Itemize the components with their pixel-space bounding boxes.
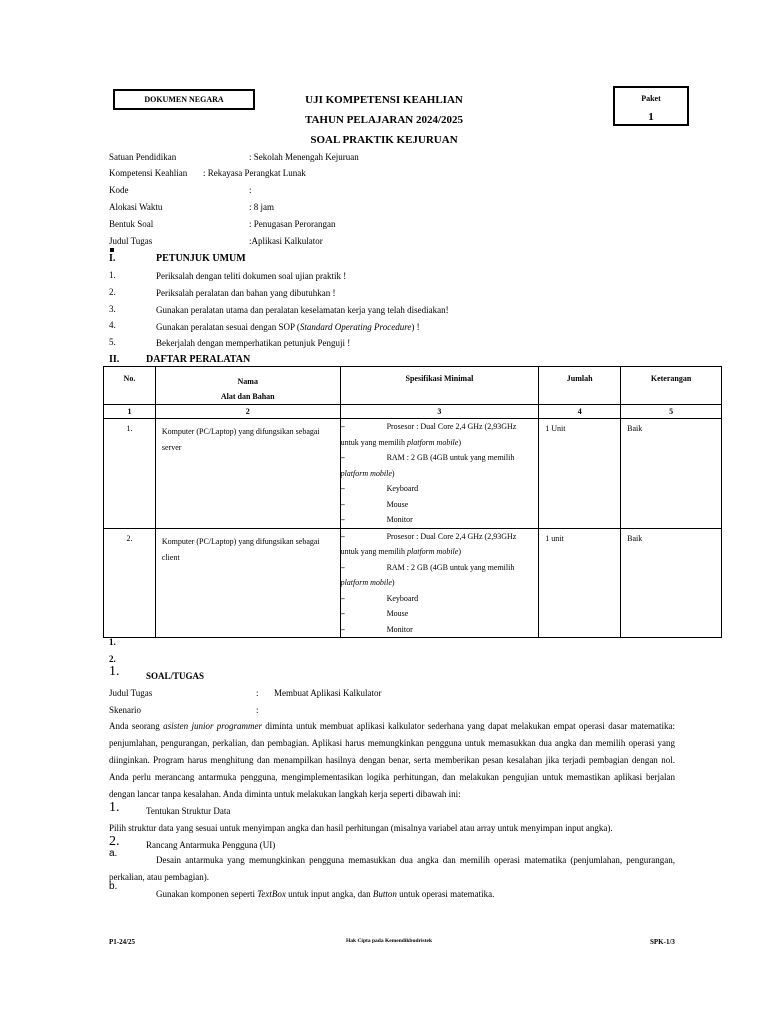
row-1-spec-prosesor-italic: platform mobile xyxy=(407,437,459,447)
footer-right: SPK-1/3 xyxy=(650,938,675,946)
title-soal-praktik: SOAL PRAKTIK KEJURUAN xyxy=(310,134,458,146)
row-1-spec-prosesor-end: ) xyxy=(458,437,462,447)
petunjuk-num-2: 2. xyxy=(109,287,116,297)
sub-a-letter: a. xyxy=(109,848,118,859)
row-2-spec-ram-italic: platform mobile xyxy=(340,578,392,587)
table-row xyxy=(104,419,722,529)
row-1-keterangan: Baik xyxy=(621,419,722,529)
paket-box xyxy=(613,86,689,126)
colnum-1: 1 xyxy=(104,405,156,419)
sub-a-text: Desain antarmuka yang memungkinkan pengguna memasukkan dua angka dan memilih operasi matematika (penjumlahan, pengurangan, perkalian, atau pembagian). xyxy=(109,855,675,882)
sub-b-text-c: untuk operasi matematika. xyxy=(396,889,495,899)
row-1-nama xyxy=(155,419,340,529)
petunjuk-text-3: Gunakan peralatan utama dan peralatan keselamatan kerja yang telah disediakan! xyxy=(156,305,449,315)
sub-b-text-italic-2: Button xyxy=(372,889,397,899)
dash-icon: – xyxy=(340,484,345,493)
sub-b-text-b: untuk input angka, dan xyxy=(285,889,373,899)
section-ii-heading: DAFTAR PERALATAN xyxy=(146,354,251,365)
dash-icon: – xyxy=(340,499,345,509)
skenario-colon: : xyxy=(256,705,259,715)
section-i-number: I. xyxy=(109,253,116,264)
colnum-4: 4 xyxy=(539,405,621,419)
col-header-keterangan: Keterangan xyxy=(621,367,722,405)
skenario-text-italic: asisten junior programmer xyxy=(163,721,262,731)
row-2-spesifikasi xyxy=(340,528,539,638)
row-2-spec-ram: RAM : 2 GB (4GB untuk yang memilih xyxy=(386,562,515,572)
footer-left: P1-24/25 xyxy=(109,938,136,946)
after-table-num-1: 1. xyxy=(109,637,116,647)
section-i-heading: PETUNJUK UMUM xyxy=(156,253,246,264)
row-1-no: 1. xyxy=(104,419,156,529)
info-value-bentuk: : Penugasan Perorangan xyxy=(249,219,336,229)
row-2-spec-prosesor-end: ) xyxy=(458,547,462,556)
row-2-keterangan: Baik xyxy=(621,528,722,638)
dokumen-negara-label: DOKUMEN NEGARA xyxy=(144,95,224,104)
petunjuk-text-4-b: ) ! xyxy=(411,322,420,332)
skenario-label: Skenario xyxy=(109,705,141,715)
row-2-no: 2. xyxy=(104,528,156,638)
dash-icon: – xyxy=(340,422,345,431)
petunjuk-text-5: Bekerjalah dengan memperhatikan petunjuk Penguji ! xyxy=(156,338,351,348)
row-1-spec-ram-end: ) xyxy=(391,468,395,478)
sub-b-text-italic-1: TextBox xyxy=(257,889,286,899)
judul-tugas-label: Judul Tugas xyxy=(109,688,153,698)
row-2-jumlah: 1 unit xyxy=(539,528,621,638)
row-1-spec-ram-italic: platform mobile xyxy=(340,468,392,478)
step-2-title: Rancang Antarmuka Pengguna (UI) xyxy=(146,840,276,850)
info-label-kode: Kode xyxy=(109,185,129,195)
judul-tugas-value: Membuat Aplikasi Kalkulator xyxy=(274,688,382,698)
section-ii-number: II. xyxy=(109,354,120,365)
petunjuk-num-1: 1. xyxy=(109,270,116,280)
row-2-spec-monitor: Monitor xyxy=(386,624,413,634)
row-1-spesifikasi xyxy=(340,419,539,529)
step-1-text: Pilih struktur data yang sesuai untuk menyimpan angka dan hasil perhitungan (misalnya variabel atau array untuk menyimpan input angka). xyxy=(109,823,613,833)
row-2-spec-mouse: Mouse xyxy=(386,609,409,618)
petunjuk-text-4 xyxy=(156,322,420,332)
col-header-nama-line2: Alat dan Bahan xyxy=(220,392,275,401)
paket-label: Paket xyxy=(641,94,661,103)
step-2-number: 2. xyxy=(109,834,120,849)
row-1-nama-line2: server xyxy=(161,443,182,452)
info-label-alokasi: Alokasi Waktu xyxy=(109,202,163,212)
row-2-spec-ram-end: ) xyxy=(391,578,395,587)
col-header-nama-line1: Nama xyxy=(237,377,258,386)
sub-b-letter: b. xyxy=(109,881,118,892)
info-value-kompetensi: : Rekayasa Perangkat Lunak xyxy=(203,168,306,178)
skenario-text-a: Anda seorang xyxy=(109,721,164,731)
colnum-3: 3 xyxy=(340,405,539,419)
petunjuk-num-3: 3. xyxy=(109,304,116,314)
row-1-nama-line1: Komputer (PC/Laptop) yang difungsikan sebagai xyxy=(161,427,320,436)
petunjuk-text-1: Periksalah dengan teliti dokumen soal ujian praktik ! xyxy=(156,271,347,281)
row-2-spec-keyboard: Keyboard xyxy=(386,593,419,603)
colnum-5: 5 xyxy=(621,405,722,419)
title-tahun-pelajaran: TAHUN PELAJARAN 2024/2025 xyxy=(304,114,464,126)
row-1-spec-keyboard: Keyboard xyxy=(386,484,419,493)
petunjuk-text-4-italic: Standard Operating Procedure xyxy=(299,322,412,332)
soal-number: 1. xyxy=(109,664,120,679)
petunjuk-text-4-a: Gunakan peralatan sesuai dengan SOP ( xyxy=(156,322,300,332)
row-1-spec-mouse: Mouse xyxy=(386,499,409,509)
row-1-spec-prosesor-cont: untuk yang memilih xyxy=(340,437,407,447)
row-1-spec-prosesor: Prosesor : Dual Core 2,4 GHz (2,93GHz xyxy=(386,422,517,431)
info-label-bentuk: Bentuk Soal xyxy=(109,219,154,229)
row-1-spec-monitor: Monitor xyxy=(386,515,413,524)
row-1-spec-ram: RAM : 2 GB (4GB untuk yang memilih xyxy=(386,453,515,462)
equipment-table xyxy=(103,366,722,638)
row-2-nama xyxy=(155,528,340,638)
row-2-nama-line1: Komputer (PC/Laptop) yang difungsikan sebagai xyxy=(161,536,320,546)
sub-b-text-a: Gunakan komponen seperti xyxy=(156,889,258,899)
dash-icon: – xyxy=(340,562,345,572)
footer-center: Hak Cipta pada Kemendikbudristek xyxy=(346,938,433,944)
dash-icon: – xyxy=(340,453,345,462)
info-label-satuan: Satuan Pendidikan xyxy=(109,152,177,162)
dash-icon: – xyxy=(340,609,345,618)
bullet-square-icon xyxy=(110,248,114,252)
soal-heading: SOAL/TUGAS xyxy=(146,671,205,681)
petunjuk-text-2: Periksalah peralatan dan bahan yang dibutuhkan ! xyxy=(156,288,336,298)
info-value-alokasi: : 8 jam xyxy=(249,202,274,212)
skenario-paragraph xyxy=(109,718,675,803)
colnum-2: 2 xyxy=(155,405,340,419)
row-2-spec-prosesor: Prosesor : Dual Core 2,4 GHz (2,93GHz xyxy=(386,531,517,541)
paket-number: 1 xyxy=(648,111,654,123)
dash-icon: – xyxy=(340,624,345,634)
info-value-satuan: : Sekolah Menengah Kejuruan xyxy=(249,152,359,162)
info-label-judul: Judul Tugas xyxy=(109,236,153,246)
step-1-number: 1. xyxy=(109,800,120,815)
dash-icon: – xyxy=(340,515,345,524)
col-header-no: No. xyxy=(104,367,156,405)
dash-icon: – xyxy=(340,593,345,603)
sub-b-text xyxy=(156,889,494,899)
after-table-num-2: 2. xyxy=(109,654,116,664)
petunjuk-num-4: 4. xyxy=(109,320,116,330)
info-value-judul: :Aplikasi Kalkulator xyxy=(249,236,323,246)
info-value-kode: : xyxy=(249,185,252,195)
dash-icon: – xyxy=(340,531,345,541)
table-row xyxy=(104,528,722,638)
judul-tugas-colon: : xyxy=(256,688,259,698)
col-header-spesifikasi: Spesifikasi Minimal xyxy=(340,367,539,405)
step-1-title: Tentukan Struktur Data xyxy=(146,806,231,816)
row-2-nama-line2: client xyxy=(161,552,180,562)
col-header-jumlah: Jumlah xyxy=(539,367,621,405)
skenario-text-b: diminta untuk membuat aplikasi kalkulator sederhana yang dapat melakukan empat operasi dasar matematika: penjumlahan, pengurangan, perkalian, dan pembagian. Aplikasi harus memungkinkan pengguna untuk memasukkan dua angka dan memilih operasi yang diinginkan. Program harus menghitung dan menampilkan hasilnya dengan benar, serta memberikan pesan kesalahan jika terjadi pembagian dengan nol. Anda perlu merancang antarmuka pengguna, mengimplementasikan logika perhitungan, dan melakukan pengujian untuk memastikan aplikasi berjalan dengan lancar tanpa kesalahan. Anda diminta untuk melakukan langkah kerja seperti dibawah ini: xyxy=(109,721,676,799)
table-colnum-row xyxy=(104,405,722,419)
title-uji-kompetensi: UJI KOMPETENSI KEAHLIAN xyxy=(305,94,463,106)
row-1-jumlah: 1 Unit xyxy=(539,419,621,529)
row-2-spec-prosesor-cont: untuk yang memilih xyxy=(340,547,407,556)
col-header-nama xyxy=(155,367,340,405)
row-2-spec-prosesor-italic: platform mobile xyxy=(407,547,459,556)
petunjuk-num-5: 5. xyxy=(109,337,116,347)
table-header-row xyxy=(104,367,722,405)
info-label-kompetensi: Kompetensi Keahlian xyxy=(109,168,188,178)
